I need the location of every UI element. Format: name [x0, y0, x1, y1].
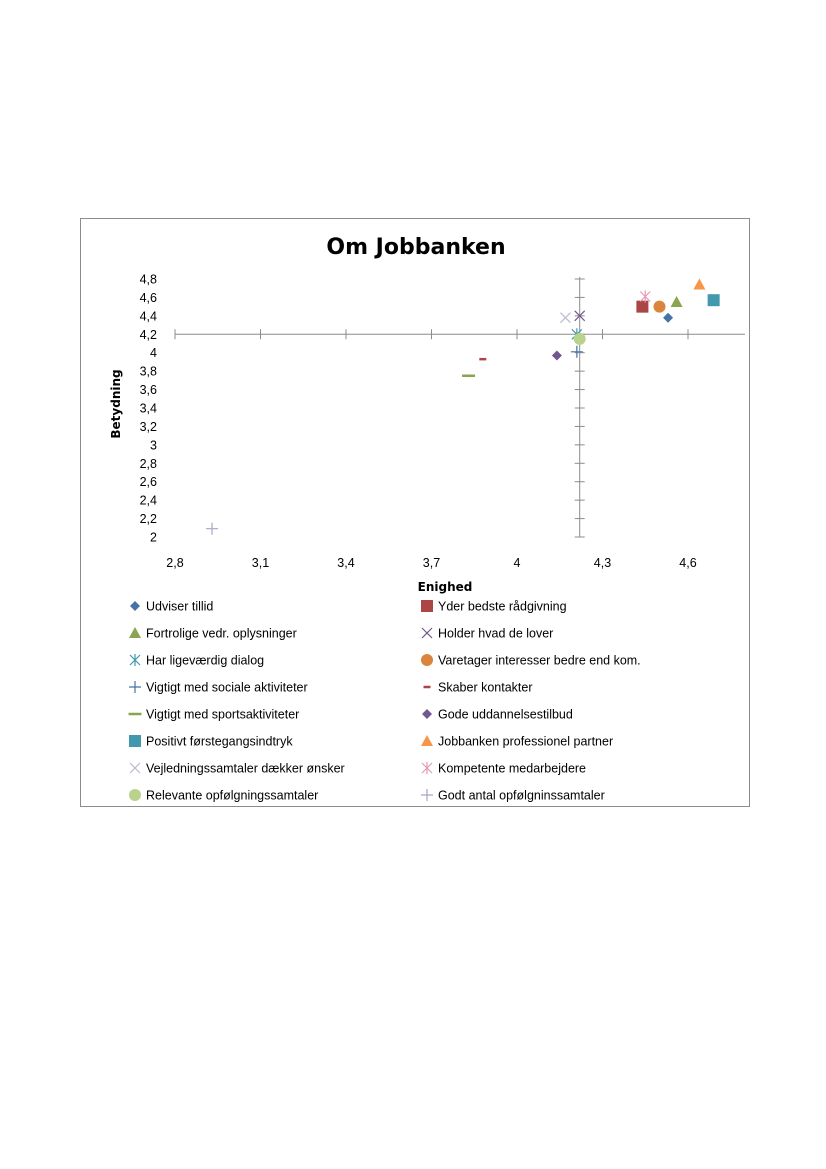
- y-tick-label: 2,4: [139, 493, 157, 508]
- legend-label: Holder hvad de lover: [438, 626, 554, 641]
- legend-label: Relevante opfølgningssamtaler: [146, 788, 319, 803]
- x-tick-label: 4,3: [593, 556, 612, 570]
- legend-label: Vigtigt med sportsaktiviteter: [146, 707, 300, 722]
- legend-marker: [421, 789, 433, 801]
- legend-label: Kompetente medarbejdere: [438, 761, 587, 776]
- legend-label: Positivt førstegangsindtryk: [146, 734, 293, 749]
- scatter-chart: [81, 219, 751, 808]
- legend-marker: [130, 654, 140, 666]
- y-tick-label: 4,4: [139, 309, 157, 324]
- legend-label: Varetager interesser bedre end kom.: [438, 653, 641, 668]
- x-tick-label: 3,4: [337, 556, 355, 570]
- y-tick-label: 2,2: [139, 512, 157, 527]
- legend-item: [421, 600, 567, 614]
- data-points: [206, 279, 720, 535]
- y-tick-label: 2,6: [139, 475, 157, 490]
- data-point: [574, 333, 586, 345]
- legend-marker: [421, 735, 433, 746]
- y-tick-label: 4,8: [139, 272, 157, 287]
- legend-item: [129, 681, 308, 695]
- y-tick-label: 4,2: [139, 327, 157, 342]
- legend-item: [129, 708, 300, 722]
- legend-marker: [421, 654, 433, 666]
- legend-label: Udviser tillid: [146, 599, 214, 614]
- legend-label: Fortrolige vedr. oplysninger: [146, 626, 297, 641]
- legend-marker: [129, 681, 141, 693]
- legend-label: Vejledningssamtaler dækker ønsker: [146, 761, 345, 776]
- legend-marker: [129, 735, 141, 747]
- legend-item: [421, 789, 605, 803]
- data-point: [640, 291, 650, 303]
- data-point: [571, 346, 583, 358]
- data-point: [552, 350, 562, 360]
- y-tick-label: 2: [150, 530, 157, 545]
- data-point: [654, 301, 666, 313]
- legend: [129, 600, 641, 803]
- y-tick-label: 3,2: [139, 419, 157, 434]
- data-point: [206, 523, 218, 535]
- legend-item: [422, 708, 573, 722]
- x-tick-label: 4,6: [679, 556, 697, 570]
- legend-marker: [129, 789, 141, 801]
- data-point: [663, 313, 673, 323]
- x-tick-label: 3,7: [422, 556, 441, 570]
- legend-item: [424, 681, 533, 695]
- x-tick-label: 3,1: [251, 556, 270, 570]
- legend-label: Skaber kontakter: [438, 680, 533, 695]
- legend-item: [130, 762, 345, 776]
- legend-marker: [130, 601, 140, 611]
- chart-title: Om Jobbanken: [326, 235, 506, 260]
- data-point: [708, 294, 720, 306]
- legend-item: [421, 654, 641, 668]
- legend-item: [129, 627, 297, 641]
- y-tick-label: 2,8: [139, 456, 157, 471]
- legend-marker: [422, 709, 432, 719]
- legend-item: [422, 627, 553, 641]
- x-tick-label: 2,8: [166, 556, 184, 570]
- legend-label: Yder bedste rådgivning: [438, 599, 567, 614]
- legend-marker: [130, 763, 140, 773]
- y-tick-label: 4: [150, 346, 157, 361]
- legend-marker: [422, 762, 432, 774]
- data-point: [693, 279, 705, 290]
- chart-frame: [80, 218, 750, 807]
- y-axis-label: Betydning: [109, 369, 123, 439]
- y-tick-label: 3,4: [139, 401, 157, 416]
- data-point: [671, 296, 683, 307]
- data-point: [636, 301, 648, 313]
- legend-label: Vigtigt med sociale aktiviteter: [146, 680, 308, 695]
- legend-item: [129, 789, 318, 803]
- y-tick-label: 4,6: [139, 290, 157, 305]
- legend-marker: [129, 627, 141, 638]
- legend-item: [129, 735, 293, 749]
- legend-label: Jobbanken professionel partner: [438, 734, 614, 749]
- legend-marker: [421, 600, 433, 612]
- y-tick-label: 3: [150, 438, 157, 453]
- legend-label: Godt antal opfølgninssamtaler: [438, 788, 605, 803]
- x-tick-label: 4: [513, 556, 521, 570]
- legend-item: [130, 600, 213, 614]
- legend-item: [422, 762, 586, 776]
- legend-marker: [422, 628, 432, 638]
- legend-label: Gode uddannelsestilbud: [438, 707, 573, 722]
- x-axis-label: Enighed: [417, 580, 473, 594]
- data-point: [560, 313, 570, 323]
- legend-item: [421, 735, 613, 749]
- axes: [140, 273, 745, 571]
- y-tick-label: 3,6: [139, 383, 157, 398]
- y-tick-label: 3,8: [139, 364, 157, 379]
- legend-label: Har ligeværdig dialog: [146, 653, 265, 668]
- legend-item: [130, 654, 264, 668]
